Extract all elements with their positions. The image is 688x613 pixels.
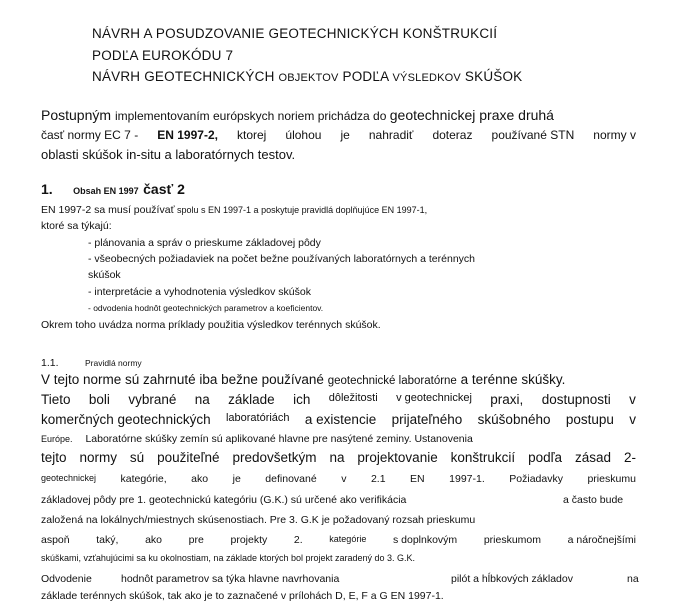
intro-text: geotechnickej praxe druhá	[389, 107, 554, 123]
word: geotechnickej	[41, 473, 97, 483]
section-1-paragraph-1	[41, 204, 427, 216]
section-1-1-lead	[41, 372, 565, 388]
intro-word: EN 1997-2,	[157, 128, 218, 142]
word: pre	[188, 534, 204, 546]
word: laboratóriách	[225, 412, 290, 424]
word: základe	[228, 392, 275, 407]
lead-text: a terénne skúšky.	[456, 372, 566, 387]
title-part: SKÚŠOK	[460, 69, 523, 84]
section-title-small: Obsah EN 1997	[73, 186, 139, 196]
paragraph-row-1	[41, 392, 636, 408]
word: v	[341, 473, 347, 485]
paragraph-text: a často bude	[563, 494, 624, 506]
word: definované	[265, 473, 317, 485]
section-number: 1.1.	[41, 357, 59, 369]
intro-word: doteraz	[432, 128, 473, 142]
paragraph-row-8	[41, 534, 636, 546]
list-item: - všeobecných požiadaviek na počet bežne používaných laboratórnych a terénnych	[88, 253, 475, 265]
paragraph-text: pilót a hĺbkových základov	[451, 573, 573, 585]
paragraph-row-4	[41, 450, 636, 466]
word: a náročnejšími	[567, 534, 636, 546]
word: 2-	[623, 450, 636, 465]
intro-word: ktorej	[237, 128, 267, 142]
paragraph-row-7: založená na lokálnych/miestnych skúsenostiach. Pre 3. G.K je požadovaný rozsah prieskumu	[41, 514, 476, 526]
lead-text: geotechnické laboratórne	[327, 375, 457, 387]
lead-text: V tejto norme sú zahrnuté iba bežne používané	[41, 372, 328, 387]
section-1-heading	[41, 181, 185, 199]
word: taký,	[96, 534, 119, 546]
title-part: VÝSLEDKOV	[392, 72, 461, 84]
word: v geotechnickej	[396, 392, 472, 404]
word: EN	[410, 473, 425, 485]
word: podľa	[528, 450, 563, 465]
word: praxi,	[490, 392, 524, 407]
section-1-1-heading	[41, 353, 142, 371]
intro-text: implementovaním európskych noriem prichádza do	[114, 109, 390, 123]
word: postupu	[565, 412, 614, 427]
section-title: Pravidlá normy	[84, 358, 142, 368]
paragraph-row-2	[41, 412, 636, 428]
word: kategórie,	[120, 473, 167, 485]
word: v	[629, 412, 636, 427]
intro-word: úlohou	[285, 128, 322, 142]
word: s doplnkovým	[392, 534, 458, 546]
paragraph-text: hodnôt parametrov sa týka hlavne navrhovania	[121, 573, 340, 585]
word: zásad	[574, 450, 612, 465]
paragraph-text: EN 1997-2 sa musí používať	[41, 204, 175, 216]
section-1-closing: Okrem toho uvádza norma príklady použitia výsledkov terénnych skúšok.	[41, 319, 381, 331]
list-item: - plánovania a správ o prieskume základovej pôdy	[88, 237, 321, 249]
word: v	[629, 392, 636, 407]
word: sú	[129, 450, 145, 465]
paragraph-row-5	[41, 473, 636, 485]
word: Požiadavky	[509, 473, 563, 485]
paragraph-text: Laboratórne skúšky zemín sú aplikované hlavne pre nasýtené zeminy. Ustanovenia	[85, 433, 473, 445]
word: 1997-1.	[449, 473, 485, 485]
paragraph-row-6	[41, 494, 624, 506]
word: je	[232, 473, 241, 485]
word: prieskumu	[587, 473, 636, 485]
title-part: OBJEKTOV	[278, 72, 339, 84]
word: 2.	[293, 534, 303, 546]
word: dostupnosti	[541, 392, 611, 407]
word: normy	[79, 450, 117, 465]
intro-word: normy v	[593, 128, 636, 142]
doc-title-line-1: NÁVRH A POSUDZOVANIE GEOTECHNICKÝCH KONŠTRUKCIÍ	[92, 26, 498, 41]
word: prieskumom	[483, 534, 541, 546]
intro-word: používané STN	[491, 128, 575, 142]
intro-text: Postupným	[41, 107, 115, 123]
paragraph-row-3	[41, 433, 473, 445]
word: dôležitosti	[328, 392, 378, 404]
word: komerčných geotechnických	[41, 412, 211, 427]
intro-line-1	[41, 107, 554, 124]
word: boli	[88, 392, 110, 407]
section-1-paragraph-2: ktoré sa týkajú:	[41, 220, 112, 232]
word: aspoň	[41, 534, 70, 546]
word: na	[329, 450, 345, 465]
word: kategórie	[329, 534, 367, 544]
intro-line-3: oblasti skúšok in-situ a laboratórnych testov.	[41, 147, 296, 162]
word: ako	[145, 534, 163, 546]
section-number: 1.	[41, 181, 53, 197]
word: predovšetkým	[232, 450, 317, 465]
word: skúšobného	[477, 412, 551, 427]
paragraph-row-10	[41, 573, 639, 585]
word: Odvodenie	[41, 573, 92, 585]
list-item-continuation: skúšok	[88, 269, 121, 281]
word: a existencie	[304, 412, 377, 427]
intro-word: nahradiť	[368, 128, 414, 142]
word: Tieto	[41, 392, 71, 407]
word: prijateľného	[391, 412, 463, 427]
word: vybrané	[128, 392, 177, 407]
doc-title-line-3	[92, 69, 522, 85]
paragraph-text: spolu s EN 1997-1 a poskytuje pravidlá doplňujúce EN 1997-1,	[174, 205, 428, 215]
list-item: - odvodenia hodnôt geotechnických parametrov a koeficientov.	[88, 303, 324, 313]
paragraph-text: základovej pôdy pre 1. geotechnickú kategóriu (G.K.) sú určené ako verifikácia	[41, 494, 407, 506]
section-title-big: časť 2	[143, 181, 185, 197]
paragraph-row-11: základe terénnych skúšok, tak ako je to zaznačené v prílohách D, E, F a G EN 1997-1.	[41, 590, 444, 602]
word: použiteľné	[157, 450, 220, 465]
word: ako	[191, 473, 209, 485]
word: na	[627, 573, 639, 585]
word: 2.1	[370, 473, 386, 485]
doc-title-line-2: PODĽA EUROKÓDU 7	[92, 48, 234, 63]
word: tejto	[41, 450, 67, 465]
intro-word: je	[340, 128, 350, 142]
paragraph-row-9: skúškami, vzťahujúcimi sa ku okolnostiam, na základe ktorých bol projekt zaradený do 3. G.K.	[41, 553, 416, 563]
title-part: PODĽA	[338, 69, 393, 84]
word: konštrukcií	[450, 450, 516, 465]
word: na	[194, 392, 210, 407]
intro-line-2	[41, 129, 636, 143]
word: Európe.	[41, 434, 73, 444]
word: ich	[293, 392, 311, 407]
list-item: - interpretácie a vyhodnotenia výsledkov skúšok	[88, 286, 311, 298]
title-part: NÁVRH GEOTECHNICKÝCH	[92, 69, 279, 84]
word: projektovanie	[357, 450, 438, 465]
word: projekty	[230, 534, 268, 546]
intro-word: časť normy EC 7 -	[41, 128, 139, 142]
